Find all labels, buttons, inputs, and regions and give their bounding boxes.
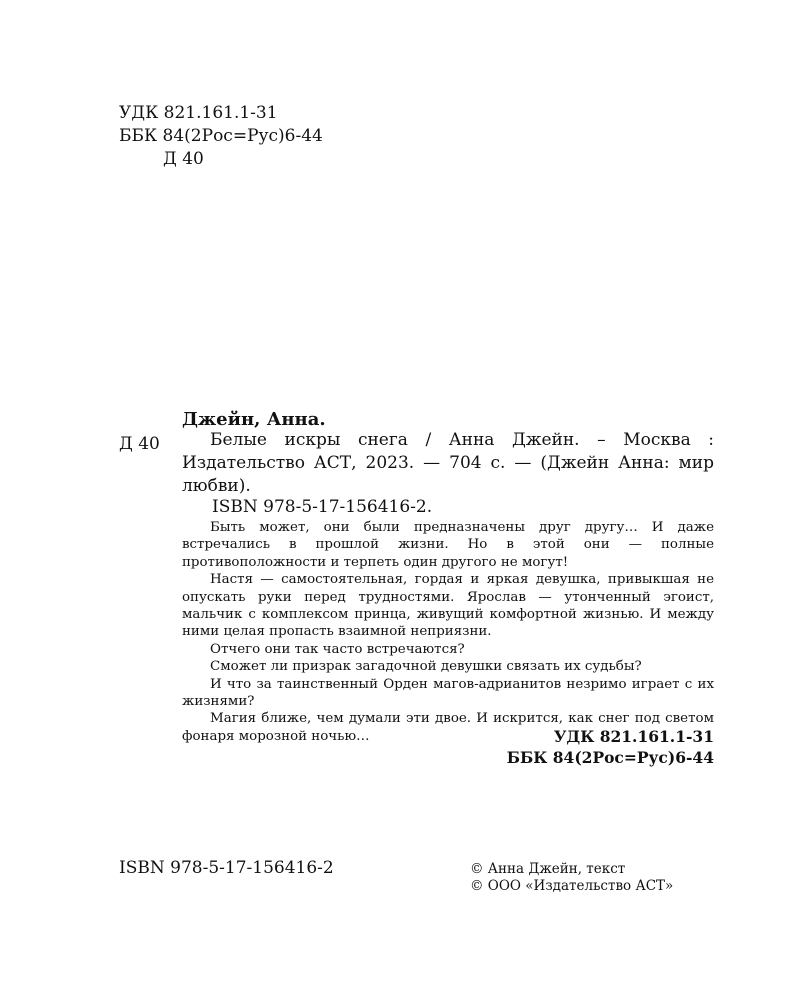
author-heading: Джейн, Анна.	[182, 409, 326, 430]
annotation	[182, 519, 714, 745]
annotation-paragraph: И что за таинственный Орден магов-адрианитов незримо играет с их жизнями?	[182, 676, 714, 710]
author-sign-side: Д 40	[119, 434, 160, 454]
footer-isbn: ISBN 978-5-17-156416-2	[119, 858, 334, 878]
annotation-paragraph: Настя — самостоятельная, гордая и яркая девушка, привыкшая не опускать руки перед трудностями. Ярослав — утонченный эгоист, мальчик с комплексом принца, живущий комфортной жизнью. И между ними целая пропасть взаимной неприязни.	[182, 572, 714, 640]
annotation-paragraph: Магия ближе, чем думали эти двое. И искрится, как снег под светом фонаря морозной ночью…	[182, 711, 714, 744]
author-sign-top: Д 40	[163, 149, 204, 169]
udk-code-bottom: УДК 821.161.1-31	[553, 727, 714, 746]
bbk-code-bottom: ББК 84(2Рос=Рус)6-44	[506, 748, 714, 767]
bbk-code-top: ББК 84(2Рос=Рус)6-44	[119, 126, 323, 146]
copyright-publisher: © ООО «Издательство АСТ»	[470, 878, 674, 894]
isbn-record: ISBN 978-5-17-156416-2.	[212, 497, 433, 517]
title-statement: Белые искры снега / Анна Джейн. – Москва : Издательство АСТ, 2023. — 704 с. — (Джейн Анна: мир любви).	[182, 430, 714, 496]
udk-code-top: УДК 821.161.1-31	[119, 103, 278, 123]
copyright-author: © Анна Джейн, текст	[470, 861, 626, 877]
annotation-paragraph: Быть может, они были предназначены друг другу… И даже встречались в прошлой жизни. Но в этой они — полные противоположности и терпеть один другого не могут!	[182, 520, 714, 570]
annotation-paragraph: Отчего они так часто встречаются?	[210, 641, 465, 657]
annotation-paragraph: Сможет ли призрак загадочной девушки связать их судьбы?	[210, 659, 642, 675]
